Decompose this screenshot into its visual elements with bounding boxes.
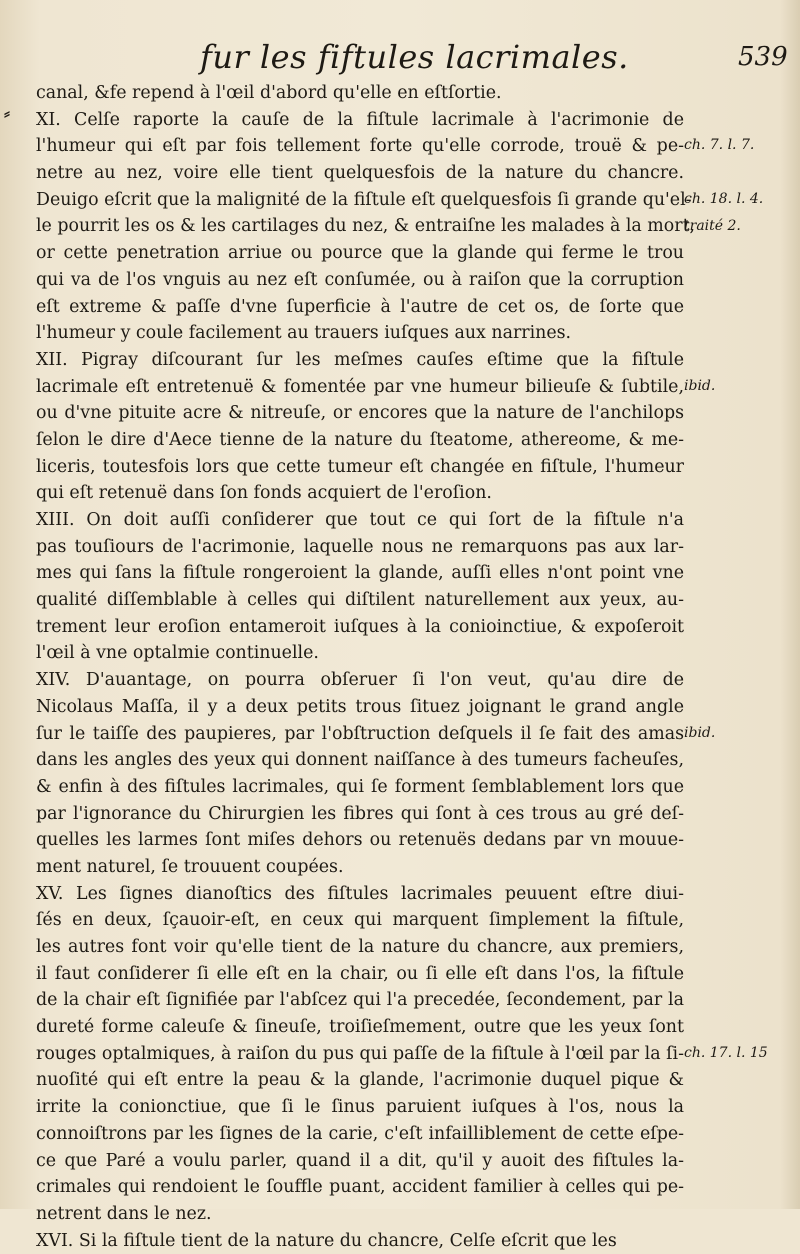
text-line: de la chair eſt ſignifiée par l'abſcez qui l'a precedée, ſecondement, par la: [36, 990, 684, 1011]
text-line: l'humeur qui eſt par fois tellement forte qu'elle corrode, trouë & pe-: [36, 136, 684, 157]
text-line: canal, &fe repend à l'œil d'abord qu'elle en eſtſortie.: [36, 83, 502, 103]
text-line: ſés en deux, ſçauoir-eſt, en ceux qui marquent ſimplement la fiſtule,: [36, 910, 684, 931]
text-line: ſur le taiſſe des paupieres, par l'obſtruction deſquels il ſe fait des amas: [36, 723, 684, 744]
page-number: 539: [738, 42, 788, 72]
text-line: le pourrit les os & les cartilages du nez, & entraiſne les malades à la mort,: [36, 216, 696, 237]
text-line: Nicolaus Maſſa, il y a deux petits trous ſituez joignant le grand angle: [36, 696, 684, 717]
text-line: mes qui ſans la fiſtule rongeroient la glande, auſſi elles n'ont point vne: [36, 563, 684, 584]
text-line: ce que Paré a voulu parler, quand il a dit, qu'il y auoit des fiſtules la-: [36, 1150, 684, 1171]
margin-note: ibid.: [684, 377, 716, 394]
text-line: les autres font voir qu'elle tient de la nature du chancre, aux premiers,: [36, 937, 684, 957]
text-line: il faut conſiderer ſi elle eſt en la chair, ou ſi elle eſt dans l'os, la fiſtule: [36, 963, 684, 984]
text-line: dureté forme caleuſe & ſineuſe, troiſieſmement, outre que les yeux ſont: [36, 1017, 684, 1038]
text-line: qui va de l'os vnguis au nez eſt conſumée, ou à raiſon que la corruption: [36, 269, 684, 290]
margin-note: ch. 7. l. 7.: [684, 137, 755, 154]
text-line: qualité diſſemblable à celles qui diſtilent naturellement aux yeux, au-: [36, 590, 684, 611]
text-line: ou d'vne pituite acre & nitreuſe, or encores que la nature de l'anchilops: [36, 403, 684, 424]
text-line: qui eſt retenuë dans ſon fonds acquiert de l'eroſion.: [36, 483, 492, 504]
text-line: netrent dans le nez.: [36, 1203, 212, 1224]
text-line: irrite la conionctiue, que ſi le ſinus paruient iuſques à l'os, nous la: [36, 1097, 684, 1118]
margin-note: ch. 18. l. 4.: [684, 190, 764, 207]
text-line: l'humeur y coule facilement au trauers iuſques aux narrines.: [36, 323, 572, 344]
text-line: XII. Pigray diſcourant ſur les meſmes cauſes eſtime que la fiſtule: [36, 349, 684, 370]
text-line: crimales qui rendoient le ſouffle puant, accident familier à celles qui pe-: [36, 1177, 684, 1198]
text-line: XI. Celſe raporte la cauſe de la fiſtule lacrimale à l'acrimonie de: [36, 109, 684, 130]
text-line: par l'ignorance du Chirurgien les fibres qui ſont à ces trous au gré deſ-: [36, 803, 684, 824]
text-line: Deuigo eſcrit que la malignité de la fiſtule eſt quelquesfois ſi grande qu'el-: [36, 189, 692, 210]
text-line: pas touſiours de l'acrimonie, laquelle nous ne remarquons pas aux lar-: [36, 536, 684, 557]
text-line: connoiſtrons par les ſignes de la carie, c'eſt infailliblement de cette eſpe-: [36, 1123, 684, 1144]
margin-note: ibid.: [684, 724, 716, 741]
text-line: & enfin à des fiſtules lacrimales, qui ſe forment ſemblablement lors que: [36, 776, 684, 797]
text-line: nuoſité qui eſt entre la peau & la glande, l'acrimonie duquel pique &: [36, 1070, 684, 1091]
margin-note: traité 2.: [684, 217, 741, 234]
text-line: netre au nez, voire elle tient quelquesfois de la nature du chancre.: [36, 163, 684, 184]
text-line: XIII. On doit auſſi conſiderer que tout ce qui ſort de la fiſtule n'a: [36, 510, 684, 530]
text-line: l'œil à vne optalmie continuelle.: [36, 643, 319, 664]
text-line: or cette penetration arriue ou pource que la glande qui ferme le trou: [36, 243, 684, 264]
text-line: ment naturel, ſe trouuent coupées.: [36, 856, 344, 877]
text-line: dans les angles des yeux qui donnent naiſſance à des tumeurs facheuſes,: [36, 750, 684, 771]
margin-mark: ⸗: [4, 103, 10, 124]
text-line: eſt extreme & paſſe d'vne ſuperficie à l'autre de cet os, de ſorte que: [36, 296, 684, 317]
text-line: rouges optalmiques, à raiſon du pus qui paſſe de la fiſtule à l'œil par la ſi-: [36, 1043, 684, 1064]
text-line: liceris, toutesfois lors que cette tumeur eſt changée en fiſtule, l'humeur: [36, 456, 684, 477]
body-text: [36, 80, 696, 1254]
text-line: XIV. D'auantage, on pourra obſeruer ſi l'on veut, qu'au dire de: [36, 670, 684, 691]
text-line: quelles les larmes ſont miſes dehors ou retenuës dedans par vn mouue-: [36, 830, 684, 851]
text-line: XVI. Si la fiſtule tient de la nature du chancre, Celſe eſcrit que les: [36, 1230, 617, 1251]
running-head: fur les fiftules lacrimales.: [200, 38, 629, 76]
text-line: XV. Les ſignes dianoſtics des fiſtules lacrimales peuuent eſtre diui-: [36, 883, 684, 904]
text-line: trement leur eroſion entameroit iuſques à la conioinctiue, & expoſeroit: [36, 616, 684, 637]
margin-note: ch. 17. l. 15: [684, 1045, 768, 1062]
text-line: lacrimale eſt entretenuë & fomentée par vne humeur bilieuſe & ſubtile,: [36, 376, 684, 397]
text-line: ſelon le dire d'Aece tienne de la nature du ſteatome, athereome, & me-: [36, 429, 684, 450]
page-header: [0, 38, 800, 78]
